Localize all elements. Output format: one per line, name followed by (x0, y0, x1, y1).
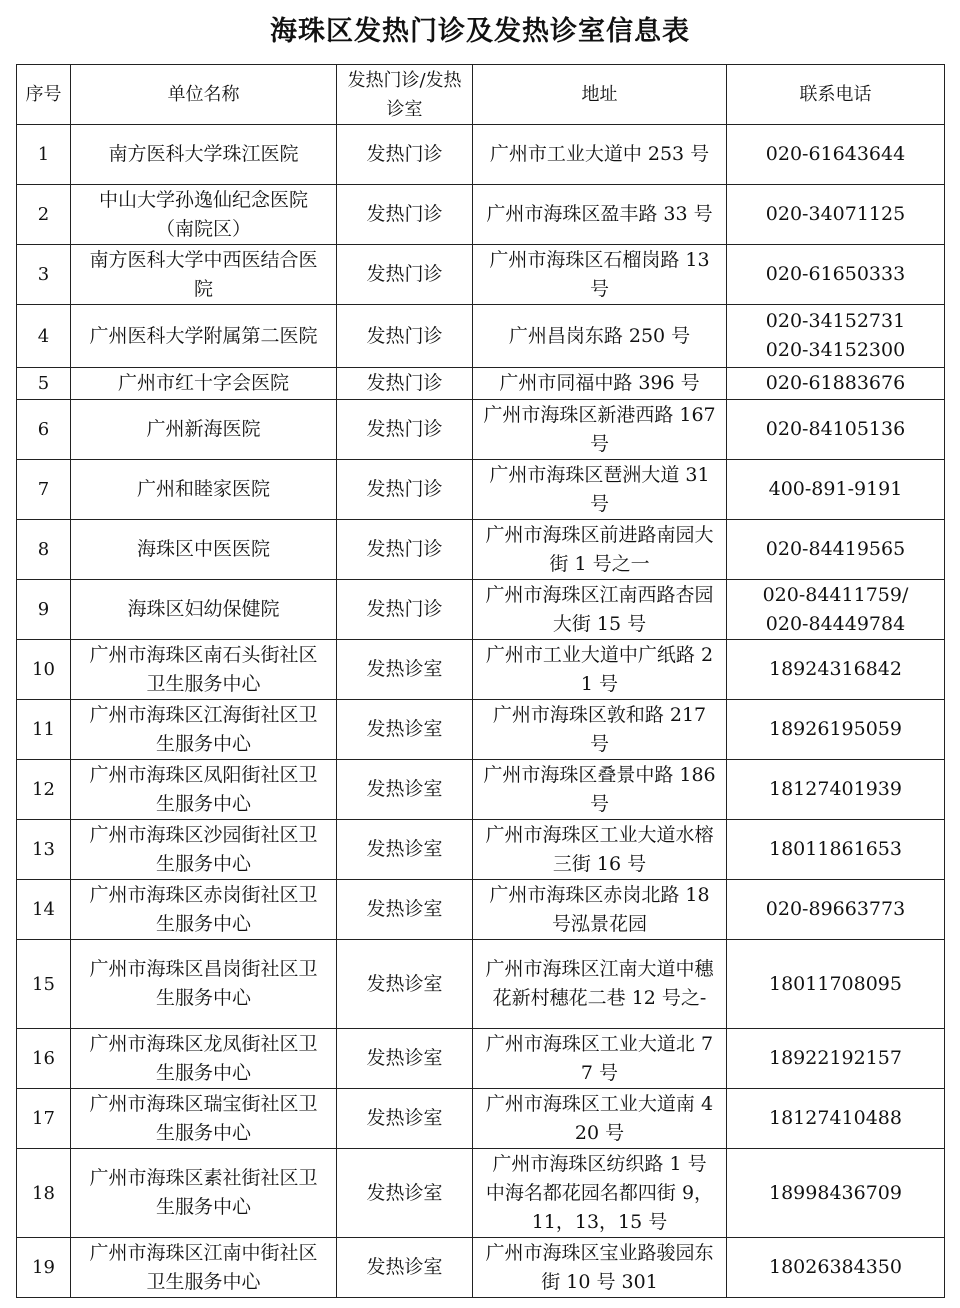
cell-address: 广州市工业大道中 253 号 (473, 125, 727, 185)
cell-seq: 7 (17, 460, 71, 520)
cell-type: 发热门诊 (337, 400, 473, 460)
table-row (17, 1029, 945, 1089)
phone-number: 18127410488 (769, 1107, 902, 1129)
cell-seq: 11 (17, 700, 71, 760)
cell-address: 广州市海珠区江南大道中穗花新村穗花二巷 12 号之- (473, 940, 727, 1029)
cell-address: 广州市海珠区琶洲大道 31 号 (473, 460, 727, 520)
table-row (17, 520, 945, 580)
cell-type: 发热门诊 (337, 125, 473, 185)
cell-name: 广州市海珠区龙凤街社区卫生服务中心 (71, 1029, 337, 1089)
cell-phone (727, 820, 945, 880)
phone-number: 020-89663773 (765, 898, 906, 920)
phone-number: 18998436709 (769, 1181, 902, 1204)
cell-phone (727, 700, 945, 760)
cell-phone (727, 185, 945, 245)
cell-phone (727, 580, 945, 640)
cell-address: 广州市海珠区赤岗北路 18 号泓景花园 (473, 880, 727, 940)
header-address: 地址 (473, 65, 727, 125)
cell-address: 广州市海珠区敦和路 217 号 (473, 700, 727, 760)
cell-phone (727, 520, 945, 580)
cell-type: 发热门诊 (337, 520, 473, 580)
cell-name: 广州市海珠区江海街社区卫生服务中心 (71, 700, 337, 760)
cell-phone (727, 880, 945, 940)
phone-number: 18011708095 (769, 972, 902, 995)
cell-address: 广州市海珠区叠景中路 186 号 (473, 760, 727, 820)
table-row (17, 880, 945, 940)
cell-seq: 15 (17, 940, 71, 1029)
cell-name: 南方医科大学中西医结合医院 (71, 245, 337, 305)
cell-name: 广州市海珠区素社街社区卫生服务中心 (71, 1149, 337, 1238)
cell-address: 广州市海珠区新港西路 167 号 (473, 400, 727, 460)
cell-seq: 17 (17, 1089, 71, 1149)
cell-address: 广州市海珠区江南西路杏园大街 15 号 (473, 580, 727, 640)
table-row (17, 760, 945, 820)
cell-name: 广州和睦家医院 (71, 460, 337, 520)
phone-number: 020-34152300 (765, 339, 906, 361)
cell-phone (727, 940, 945, 1029)
cell-name: 广州市海珠区昌岗街社区卫生服务中心 (71, 940, 337, 1029)
cell-seq: 10 (17, 640, 71, 700)
cell-name: 广州医科大学附属第二医院 (71, 305, 337, 368)
table-row (17, 400, 945, 460)
cell-type: 发热门诊 (337, 460, 473, 520)
table-row (17, 700, 945, 760)
table-row (17, 125, 945, 185)
table-row (17, 460, 945, 520)
cell-seq: 9 (17, 580, 71, 640)
cell-type: 发热诊室 (337, 640, 473, 700)
phone-number: 18127401939 (769, 778, 902, 800)
cell-phone (727, 125, 945, 185)
table-row (17, 368, 945, 400)
cell-address: 广州市海珠区工业大道水榕三街 16 号 (473, 820, 727, 880)
cell-phone (727, 1029, 945, 1089)
cell-seq: 8 (17, 520, 71, 580)
header-type: 发热门诊/发热诊室 (337, 65, 473, 125)
cell-address: 广州市海珠区前进路南园大街 1 号之一 (473, 520, 727, 580)
cell-phone (727, 1238, 945, 1298)
phone-number: 020-84449784 (765, 612, 906, 635)
cell-seq: 16 (17, 1029, 71, 1089)
cell-seq: 6 (17, 400, 71, 460)
cell-type: 发热诊室 (337, 880, 473, 940)
cell-address: 广州市海珠区工业大道北 77 号 (473, 1029, 727, 1089)
phone-number: 18011861653 (769, 838, 902, 860)
table-row (17, 1238, 945, 1298)
header-phone: 联系电话 (727, 65, 945, 125)
table-row (17, 580, 945, 640)
cell-phone (727, 305, 945, 368)
phone-number: 020-61643644 (765, 143, 906, 165)
cell-seq: 12 (17, 760, 71, 820)
phone-number: 020-84411759/ (762, 583, 909, 606)
phone-number: 400-891-9191 (768, 478, 903, 500)
cell-seq: 3 (17, 245, 71, 305)
cell-address: 广州市同福中路 396 号 (473, 368, 727, 400)
cell-type: 发热门诊 (337, 580, 473, 640)
header-seq: 序号 (17, 65, 71, 125)
cell-phone (727, 760, 945, 820)
table-row (17, 640, 945, 700)
cell-address: 广州市海珠区宝业路骏园东街 10 号 301 (473, 1238, 727, 1298)
cell-name: 广州市海珠区江南中街社区卫生服务中心 (71, 1238, 337, 1298)
cell-seq: 18 (17, 1149, 71, 1238)
table-row (17, 185, 945, 245)
phone-number: 020-84105136 (765, 418, 906, 440)
cell-seq: 13 (17, 820, 71, 880)
cell-name: 广州市海珠区凤阳街社区卫生服务中心 (71, 760, 337, 820)
cell-seq: 19 (17, 1238, 71, 1298)
header-name: 单位名称 (71, 65, 337, 125)
cell-address: 广州市海珠区盈丰路 33 号 (473, 185, 727, 245)
phone-number: 020-84419565 (765, 538, 906, 560)
cell-type: 发热门诊 (337, 185, 473, 245)
table-row (17, 940, 945, 1029)
cell-seq: 4 (17, 305, 71, 368)
cell-name: 广州市海珠区沙园街社区卫生服务中心 (71, 820, 337, 880)
cell-phone (727, 400, 945, 460)
cell-type: 发热诊室 (337, 1089, 473, 1149)
cell-address: 广州市工业大道中广纸路 21 号 (473, 640, 727, 700)
phone-number: 020-34152731 (765, 310, 906, 332)
cell-type: 发热诊室 (337, 1238, 473, 1298)
phone-number: 18926195059 (769, 718, 902, 740)
cell-name: 南方医科大学珠江医院 (71, 125, 337, 185)
cell-address: 广州市海珠区纺织路 1 号中海名都花园名都四街 9，11，13，15 号 (473, 1149, 727, 1238)
fever-clinic-table (16, 64, 945, 1298)
page-title: 海珠区发热门诊及发热诊室信息表 (270, 16, 690, 47)
cell-phone (727, 368, 945, 400)
cell-type: 发热门诊 (337, 245, 473, 305)
cell-type: 发热诊室 (337, 1149, 473, 1238)
phone-number: 020-61883676 (765, 372, 906, 394)
cell-seq: 1 (17, 125, 71, 185)
cell-address: 广州昌岗东路 250 号 (473, 305, 727, 368)
phone-number: 18922192157 (769, 1047, 902, 1069)
phone-number: 020-34071125 (765, 203, 906, 225)
cell-name: 广州市海珠区瑞宝街社区卫生服务中心 (71, 1089, 337, 1149)
cell-phone (727, 1089, 945, 1149)
cell-seq: 5 (17, 368, 71, 400)
cell-name: 广州市海珠区南石头街社区卫生服务中心 (71, 640, 337, 700)
table-row (17, 1089, 945, 1149)
phone-number: 18924316842 (769, 658, 902, 680)
cell-name: 广州市红十字会医院 (71, 368, 337, 400)
cell-name: 广州新海医院 (71, 400, 337, 460)
cell-type: 发热诊室 (337, 940, 473, 1029)
cell-type: 发热门诊 (337, 305, 473, 368)
cell-type: 发热诊室 (337, 760, 473, 820)
cell-phone (727, 1149, 945, 1238)
cell-type: 发热诊室 (337, 820, 473, 880)
cell-phone (727, 640, 945, 700)
phone-number: 020-61650333 (765, 263, 906, 285)
table-row (17, 245, 945, 305)
cell-seq: 14 (17, 880, 71, 940)
cell-name: 广州市海珠区赤岗街社区卫生服务中心 (71, 880, 337, 940)
table-row (17, 820, 945, 880)
cell-name: 中山大学孙逸仙纪念医院（南院区） (71, 185, 337, 245)
cell-type: 发热诊室 (337, 1029, 473, 1089)
cell-seq: 2 (17, 185, 71, 245)
cell-type: 发热诊室 (337, 700, 473, 760)
cell-address: 广州市海珠区工业大道南 420 号 (473, 1089, 727, 1149)
cell-phone (727, 460, 945, 520)
cell-name: 海珠区中医医院 (71, 520, 337, 580)
cell-name: 海珠区妇幼保健院 (71, 580, 337, 640)
phone-number: 18026384350 (769, 1256, 902, 1278)
cell-type: 发热门诊 (337, 368, 473, 400)
table-row (17, 305, 945, 368)
table-row (17, 1149, 945, 1238)
cell-address: 广州市海珠区石榴岗路 13 号 (473, 245, 727, 305)
table-header-row (17, 65, 945, 125)
cell-phone (727, 245, 945, 305)
